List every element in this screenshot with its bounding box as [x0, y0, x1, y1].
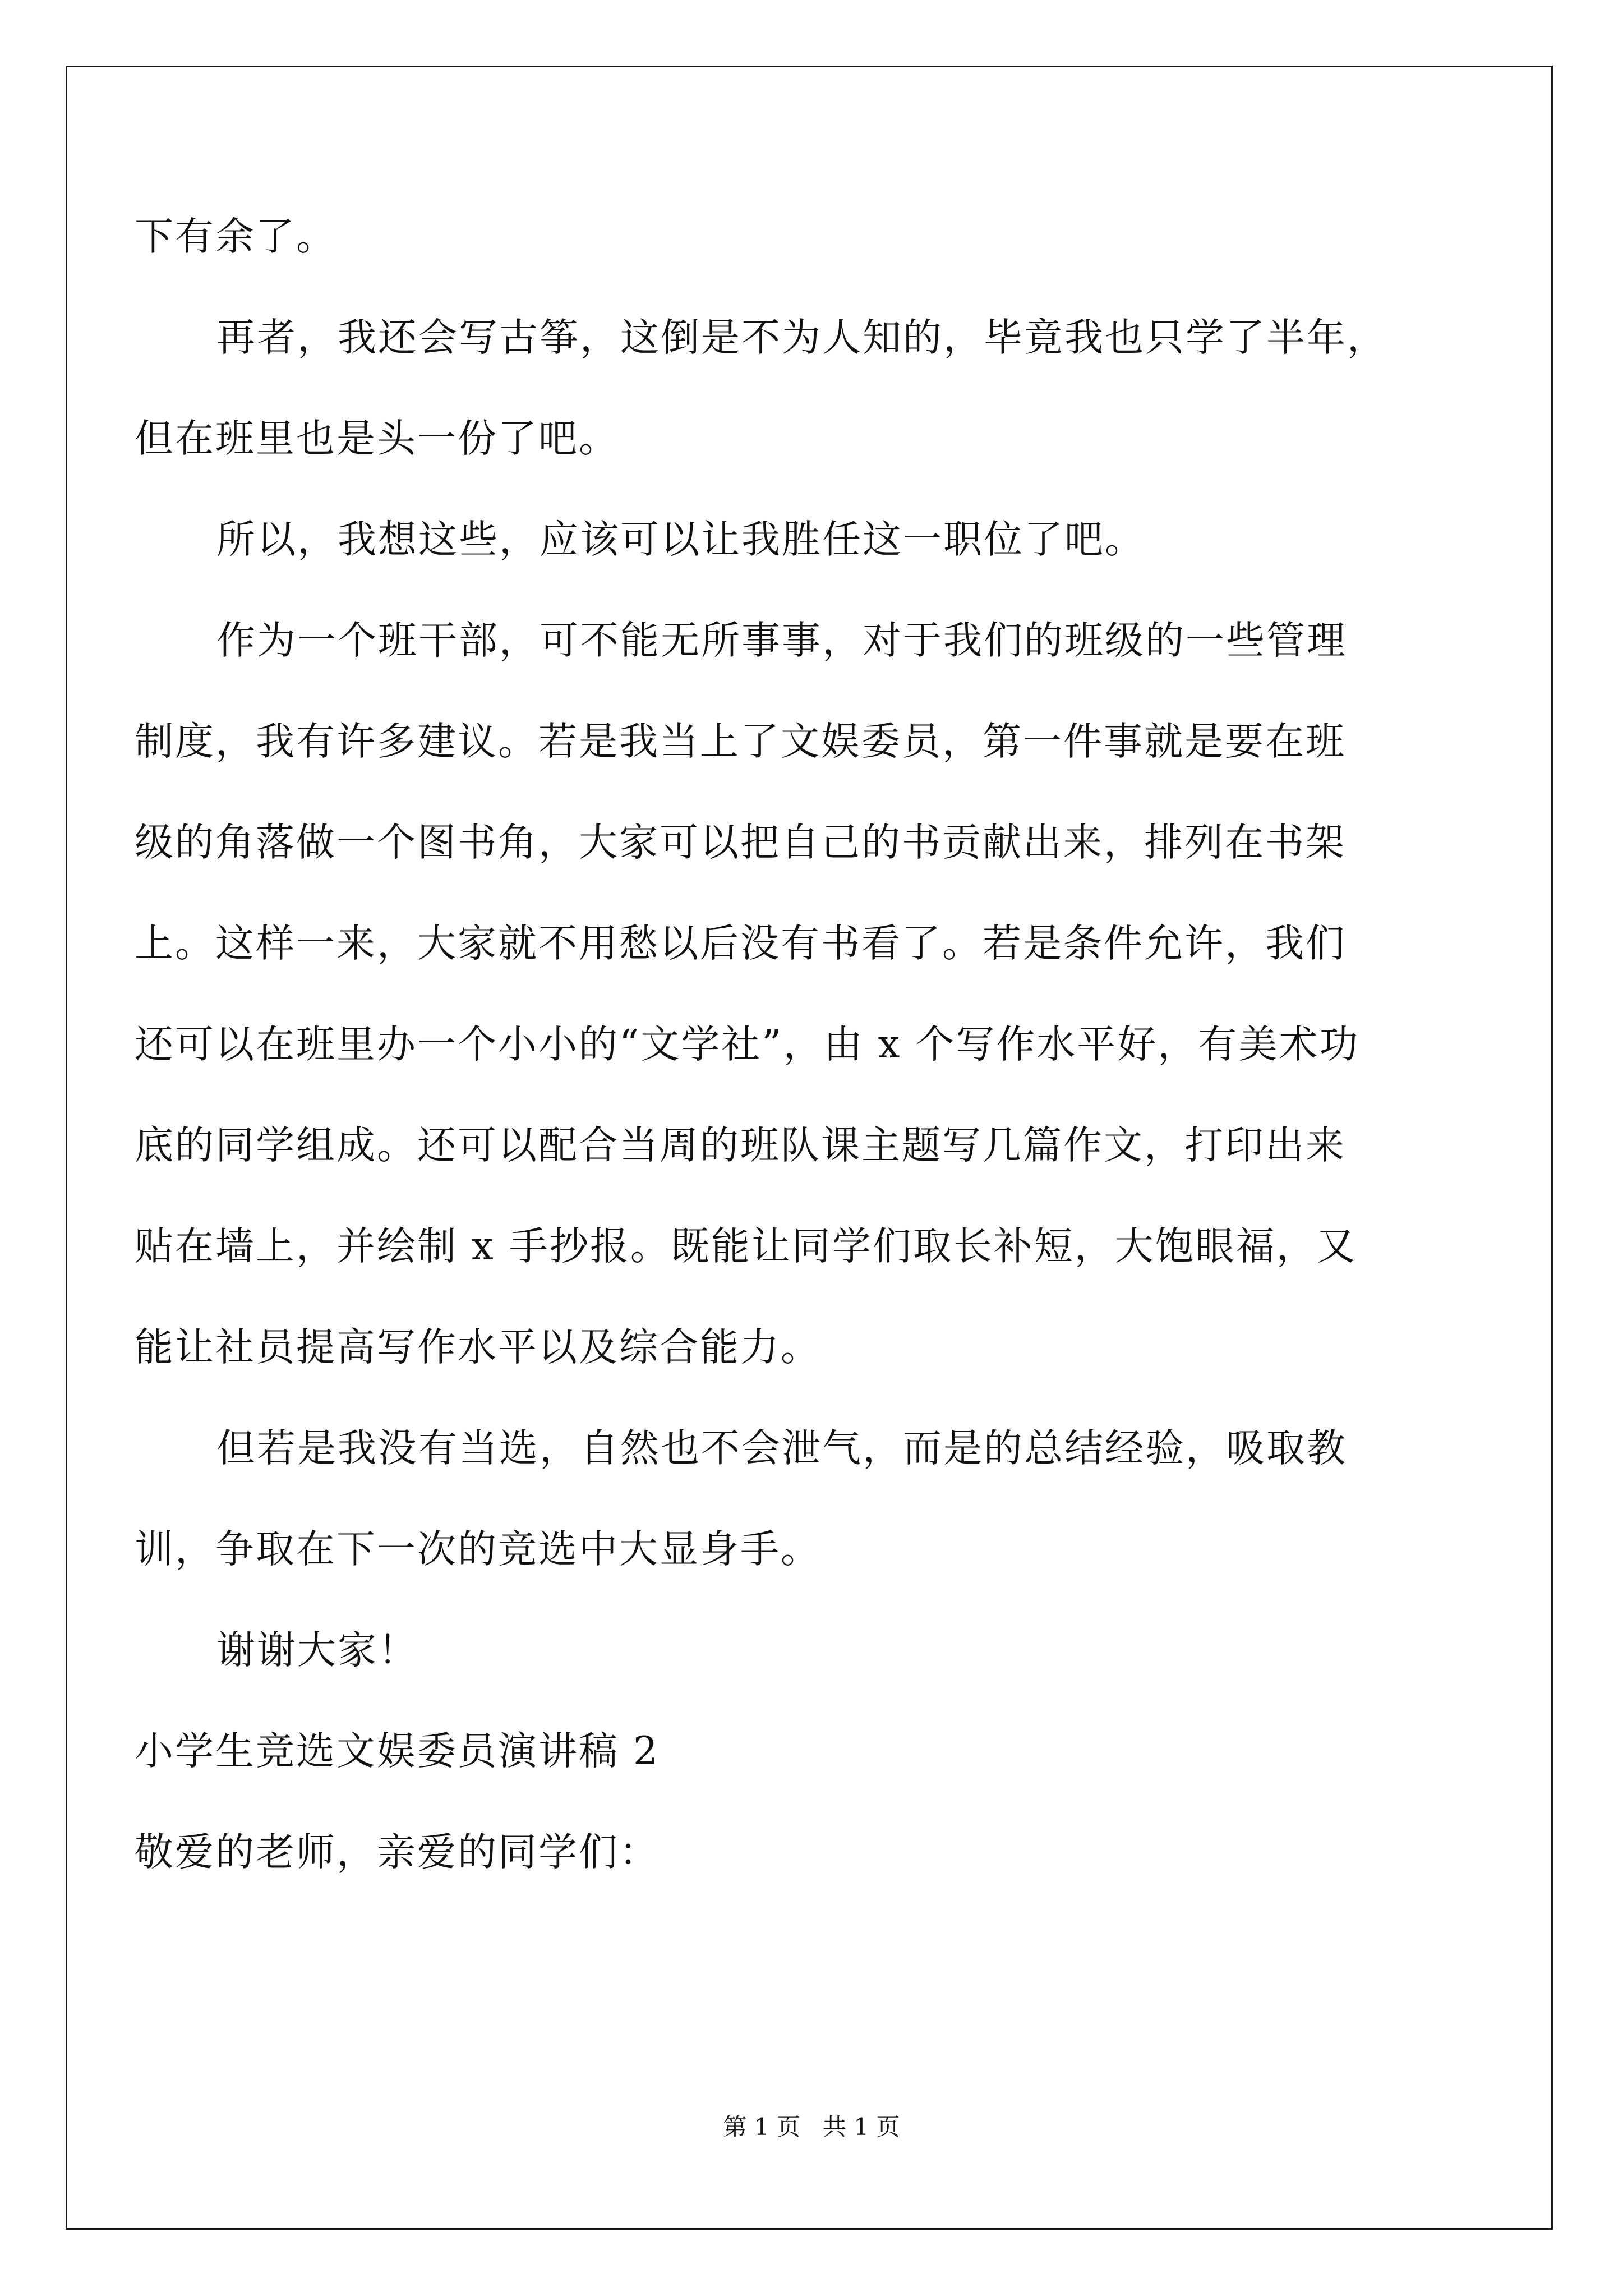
text-line: 底的同学组成。还可以配合当周的班队课主题写几篇作文，打印出来: [135, 1123, 1346, 1168]
text-line: 制度，我有许多建议。若是我当上了文娱委员，第一件事就是要在班: [135, 719, 1346, 764]
paragraph-start: 但若是我没有当选，自然也不会泄气，而是的总结经验，吸取教: [216, 1426, 1347, 1471]
section-heading: 小学生竞选文娱委员演讲稿 2: [135, 1729, 660, 1774]
text-line: 还可以在班里办一个小小的“文学社”，由 x 个写作水平好，有美术功: [135, 1022, 1360, 1067]
text-line: 下有余了。: [135, 214, 336, 259]
salutation: 敬爱的老师，亲爱的同学们：: [135, 1830, 660, 1875]
paragraph-start: 作为一个班干部，可不能无所事事，对于我们的班级的一些管理: [216, 618, 1347, 663]
text-line: 级的角落做一个图书角，大家可以把自己的书贡献出来，排列在书架: [135, 820, 1346, 865]
text-line: 但在班里也是头一份了吧。: [135, 416, 619, 461]
page-footer: 第 1 页 共 1 页: [723, 2113, 900, 2141]
text-line: 贴在墙上，并绘制 x 手抄报。既能让同学们取长补短，大饱眼福，又: [135, 1224, 1357, 1269]
text-line: 能让社员提高写作水平以及综合能力。: [135, 1325, 821, 1370]
paragraph-start: 再者，我还会写古筝，这倒是不为人知的，毕竟我也只学了半年，: [216, 315, 1387, 360]
closing-thanks: 谢谢大家！: [216, 1628, 418, 1673]
text-line: 训，争取在下一次的竞选中大显身手。: [135, 1527, 821, 1572]
text-line: 上。这样一来，大家就不用愁以后没有书看了。若是条件允许，我们: [135, 921, 1346, 966]
paragraph-start: 所以，我想这些，应该可以让我胜任这一职位了吧。: [216, 517, 1145, 562]
